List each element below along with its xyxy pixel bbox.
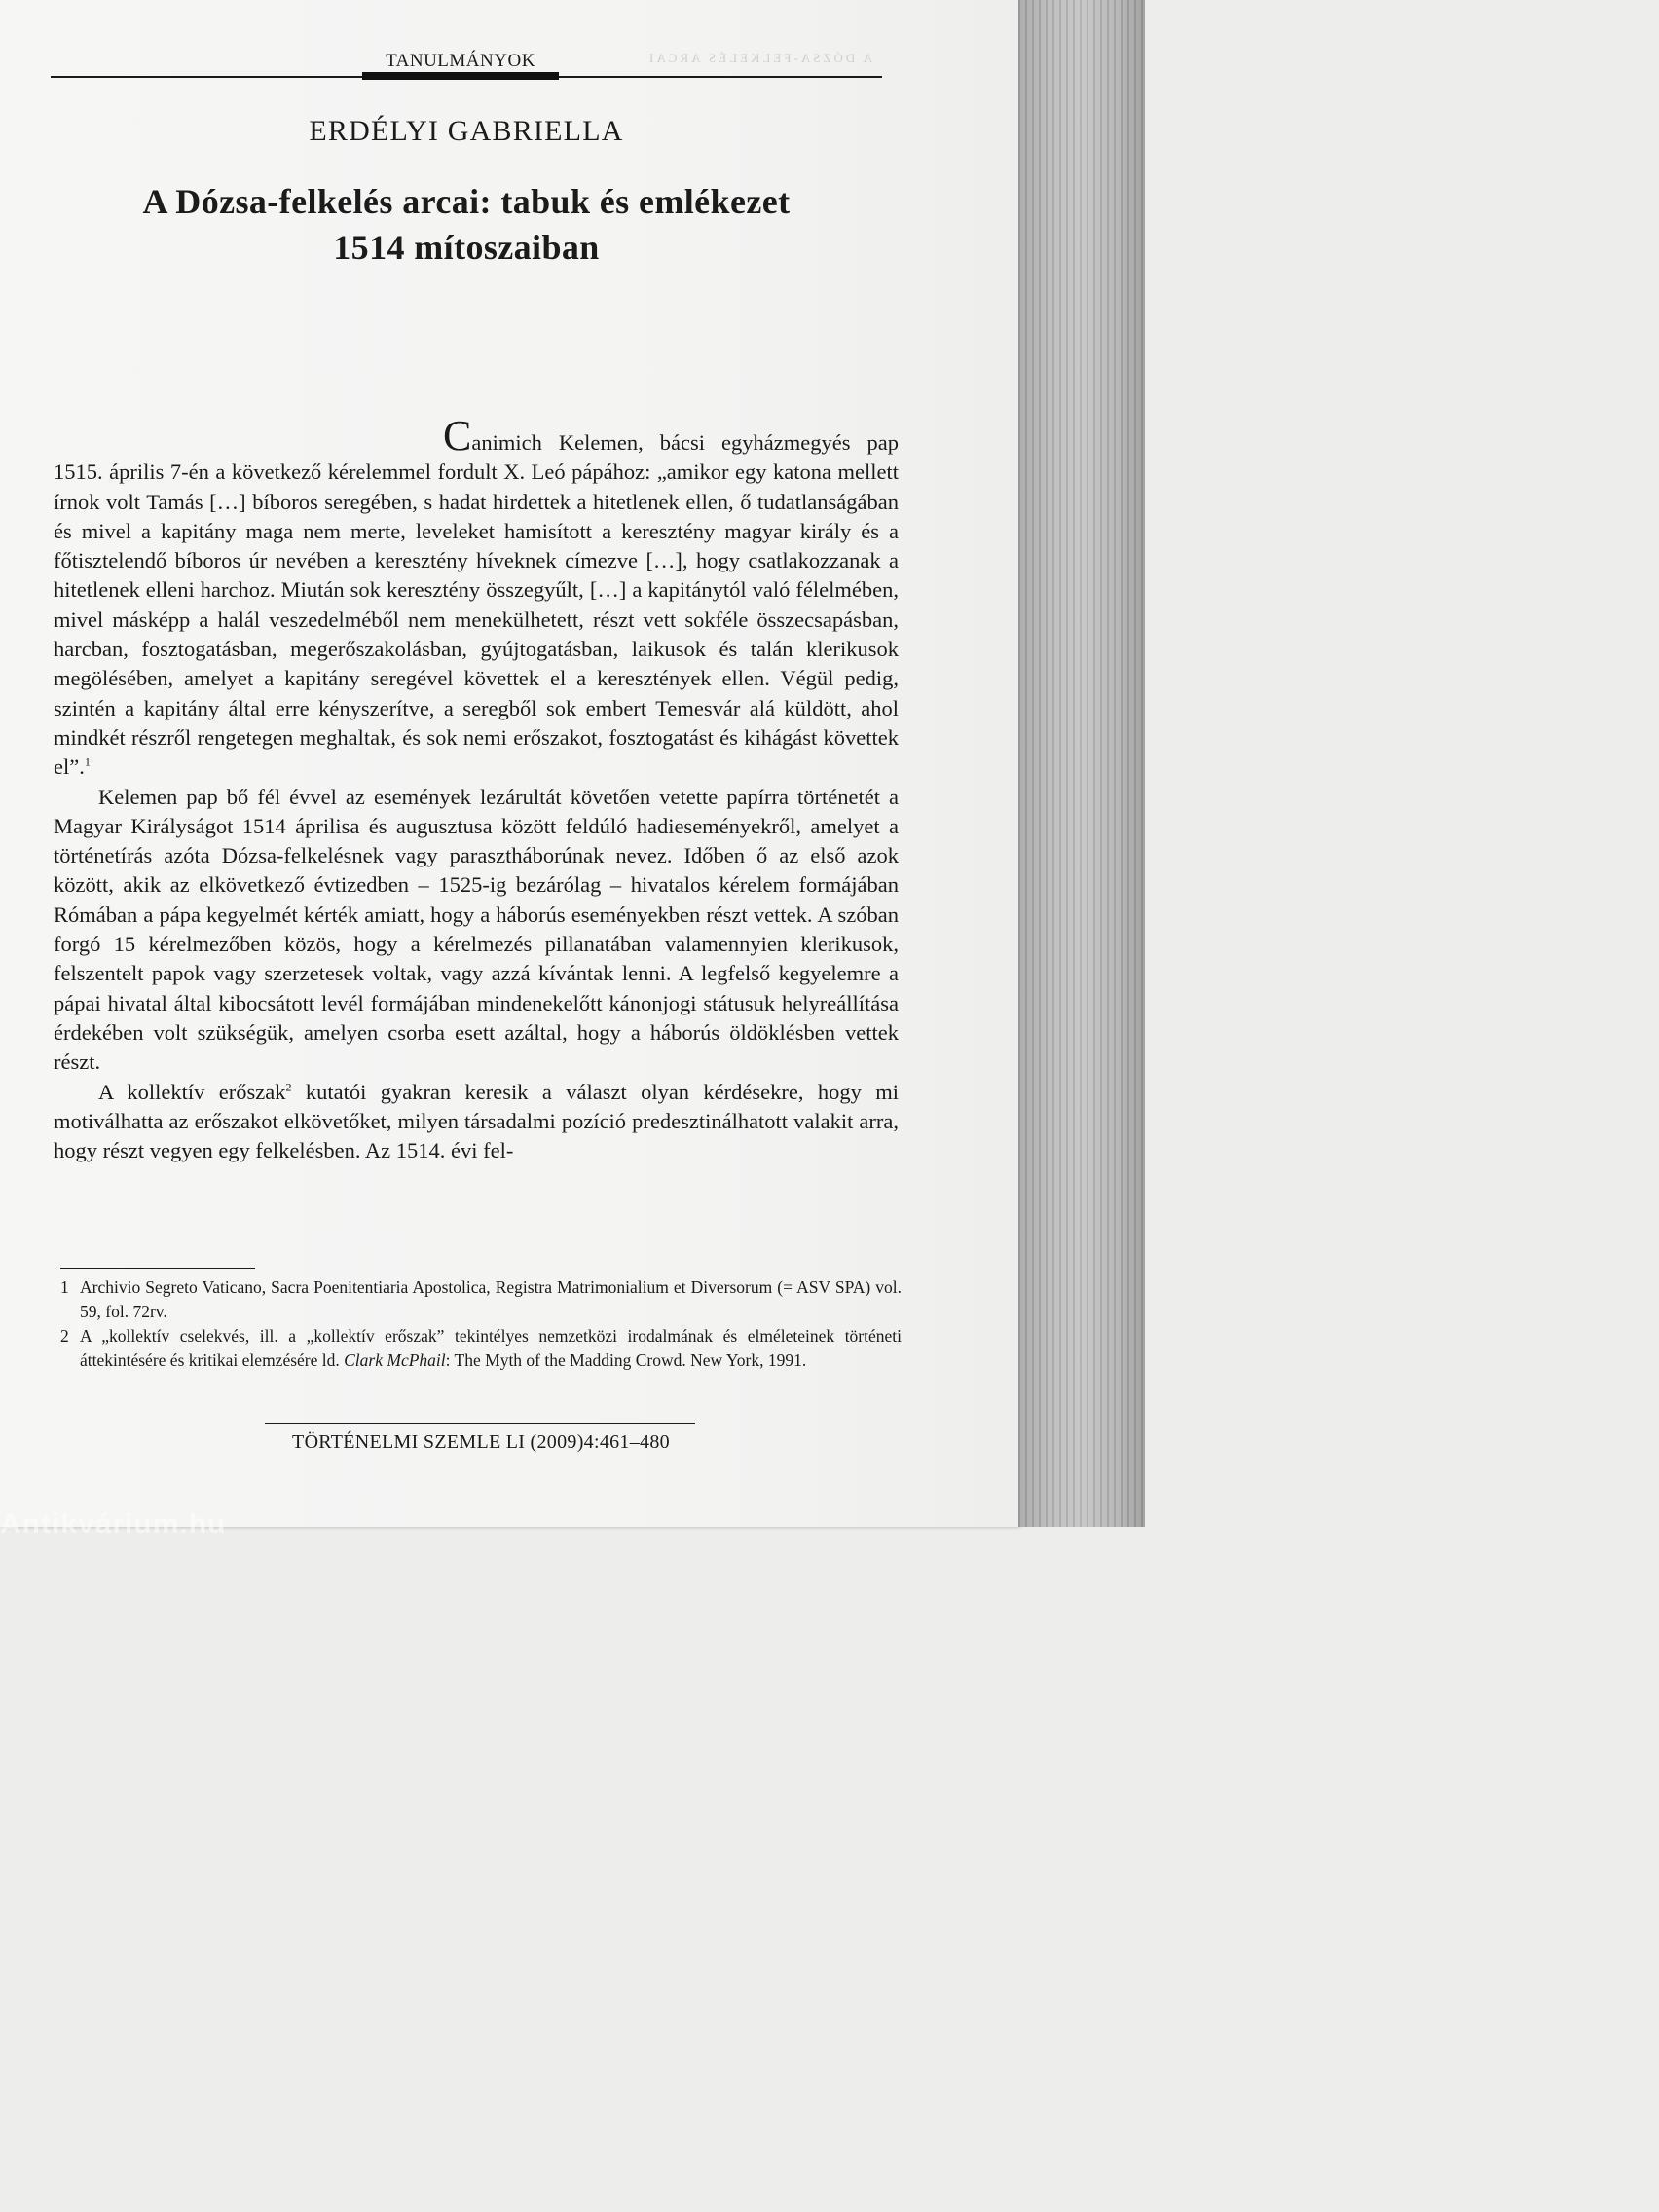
section-label: TANULMÁNYOK [386,51,535,71]
footnote-text [80,1324,902,1373]
footnote-number: 2 [60,1326,69,1346]
book-page-edges [1018,0,1145,1527]
footnote-rule [60,1268,255,1269]
footnote-author: Clark McPhail [344,1350,446,1370]
footnote-2 [60,1324,902,1373]
article-body [54,412,899,1165]
footnote-number: 1 [60,1277,69,1297]
paragraph-3 [54,1078,899,1166]
bottom-rule [265,1423,695,1424]
paragraph-3-text-b: kutatói gyakran keresik a választ olyan kérdésekre, hogy mi motiválhatta az erőszakot elkövetőket, milyen társadalmi pozíció predesztinálhatott valakit arra, hogy részt vegyen egy felkelésben. Az 1514. évi fel- [54,1079,899,1163]
title-line-1: A Dózsa-felkelés arcai: tabuk és emlékezet [142,182,791,221]
journal-page [0,0,1018,1527]
paragraph-1 [54,412,899,783]
header-rule-tab [362,72,559,80]
journal-citation: TÖRTÉNELMI SZEMLE LI (2009)4:461–480 [292,1431,670,1453]
footnote-text: Archivio Segreto Vaticano, Sacra Poenitentiaria Apostolica, Registra Matrimonialium et Diversorum (= ASV SPA) vol. 59, fol. 72rv. [80,1277,902,1321]
paragraph-2: Kelemen pap bő fél évvel az események lezárultát követően vetette papírra történetét a Magyar Királyságot 1514 áprilisa és augusztusa között feldúló hadieseményekről, amelyet a történetírás azóta Dózsa-felkelésnek vagy parasztháborúnak nevez. Időben ő az első azok között, akik az elkövetkező évtizedben – 1525-ig bezárólag – hivatalos kérelem formájában Rómában a pápa kegyelmét kérték amiatt, hogy a háborús eseményekben részt vettek. A szóban forgó 15 kérelmezőben közös, hogy a kérelmezés pillanatában valamennyien klerikusok, felszentelt papok vagy szerzetesek voltak, vagy azzá kívántak lenni. A legfelső kegyelemre a pápai hivatal által kibocsátott levél formájában mindenekelőtt kánonjogi státusuk helyreállítása érdekében volt szükségük, amelyen csorba esett azáltal, hogy a háborús öldöklésben vettek részt. [54,784,899,1075]
author-name: ERDÉLYI GABRIELLA [309,115,624,147]
footnote-1 [60,1275,902,1324]
footnote-ref-1[interactable]: 1 [84,755,91,769]
footnote-text-a: A „kollektív cselekvés, ill. a „kollektív erőszak” tekintélyes nemzetközi irodalmának és elméleteinek történeti áttekintésére és kritikai elemzésére ld. [80,1326,902,1370]
footnote-ref-2[interactable]: 2 [285,1080,292,1094]
title-line-2: 1514 mítoszaiban [333,228,600,267]
paragraph-3-text-a: A kollektív erőszak [98,1079,286,1104]
drop-cap: C [443,412,472,460]
paragraph-1-text: animich Kelemen, bácsi egyházmegyés pap 1515. április 7-én a következő kérelemmel fordult X. Leó pápához: „amikor egy katona mellett írnok volt Tamás […] bíboros seregében, s hadat hirdettek a hitetlenek ellen, ő tudatlanságában és mivel a kapitány maga nem merte, leveleket hamisított a keresztény magyar király és a főtisztelendő bíboros úr nevében a keresztény híveknek címezve […], hogy csatlakozzanak a hitetlenek elleni harchoz. Miután sok keresztény összegyűlt, […] a kapitánytól való félelmében, mivel másképp a halál veszedelméből nem menekülhetett, részt vett sokféle összecsapásban, harcban, fosztogatásban, megerőszakolásban, gyújtogatásban, laikusok és talán klerikusok megölésében, amelyet a kapitány seregével követtek el a keresztények ellen. Végül pedig, szintén a kapitány által erre kényszerítve, a seregből sok embert Temesvár alá küldött, ahol mindkét részről rengetegen meghaltak, és sok nemi erőszakot, fosztogatást és kihágást követtek el”. [54,430,899,780]
footnotes [60,1275,902,1373]
watermark: Antikvárium.hu [0,1508,227,1540]
article-title [51,179,882,271]
footnote-text-b: : The Myth of the Madding Crowd. New York, 1991. [445,1350,807,1370]
bleed-through-text: A DÓZSA-FELKELÉS ARCAI [645,51,872,65]
